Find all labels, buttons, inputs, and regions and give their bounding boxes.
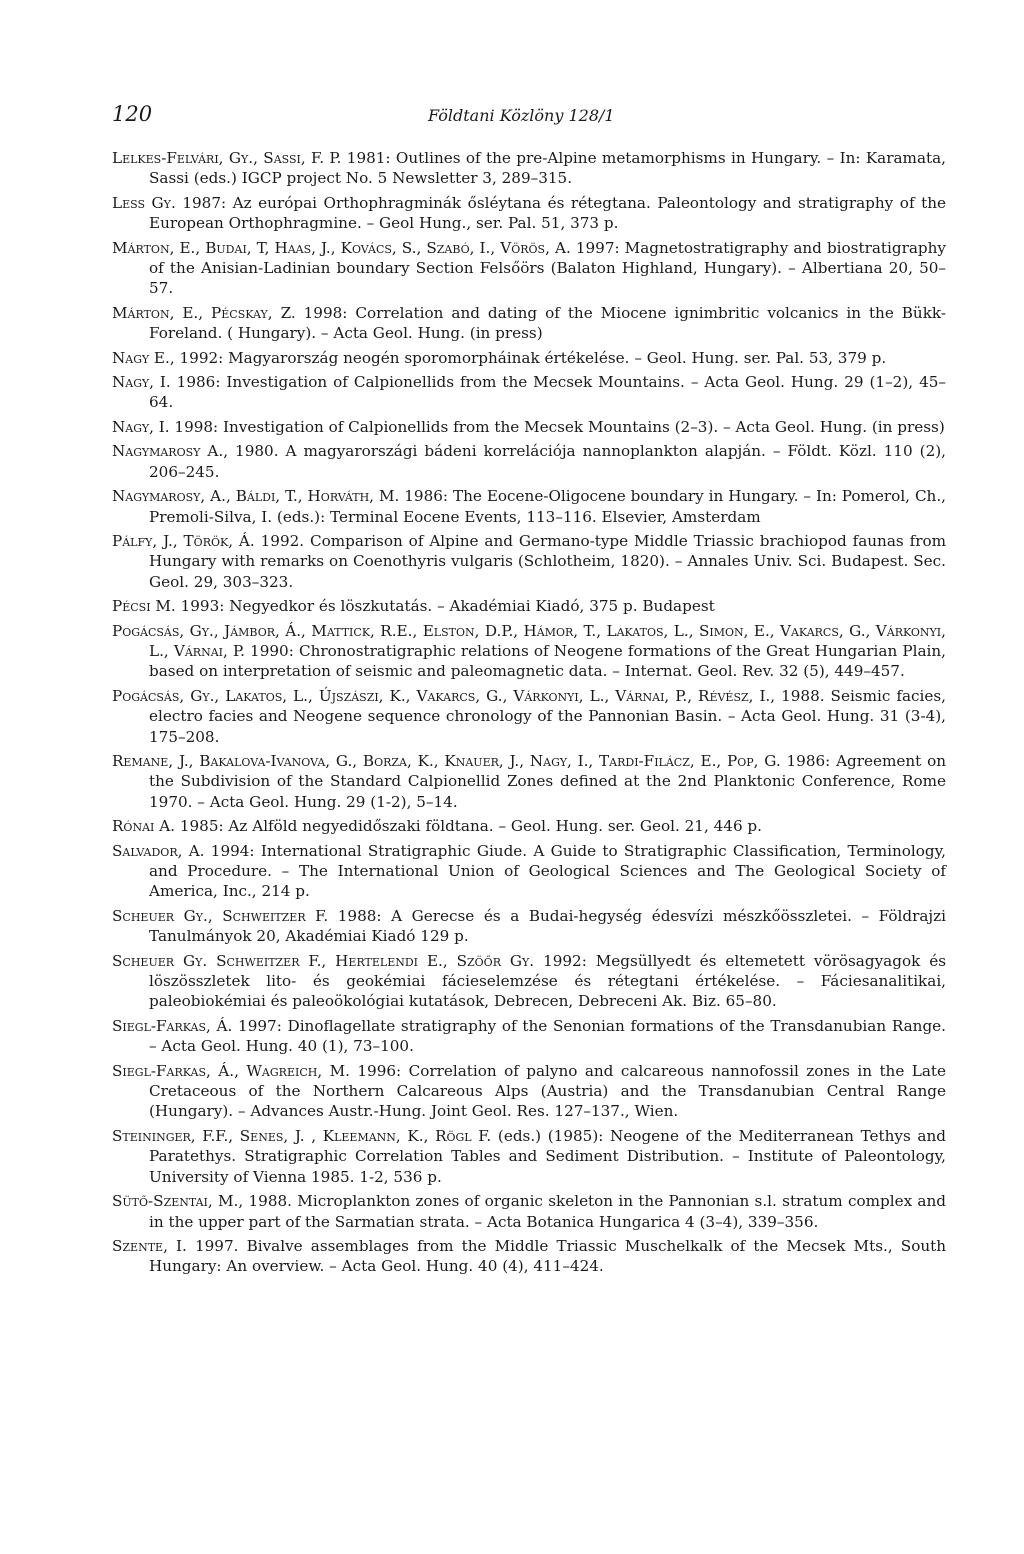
page-number: 120 <box>112 102 153 126</box>
reference-authors: Remane, J., Bakalova-Ivanova, G., Borza, K., Knauer, J., Nagy, I., Tardi-Filácz, E., Pop, G. <box>112 751 781 770</box>
reference-authors: Less Gy. <box>112 193 176 212</box>
reference-entry <box>112 303 946 344</box>
document-page <box>112 102 946 1281</box>
reference-authors: Siegl-Farkas, Á., Wagreich, M. <box>112 1061 350 1080</box>
reference-authors: Nagy, I. <box>112 373 171 392</box>
reference-text: 1992: Megsüllyedt és eltemetett vörösagyagok és löszösszletek lito- és geokémiai fácieselemzése és rétegtani értékelése. – Fáciesanalitikai, paleobiokémiai és paleoökológiai kutatások, Debrecen, Debreceni Ak. Biz. 65–80. <box>149 951 946 1011</box>
reference-entry <box>112 841 946 902</box>
reference-entry <box>112 348 946 368</box>
reference-text: 1993: Negyedkor és löszkutatás. – Akadémiai Kiadó, 375 p. Budapest <box>175 597 715 616</box>
reference-text: 1980. A magyarországi bádeni korrelációja nannoplankton alapján. – Földt. Közl. 110 (2), 206–245. <box>149 442 946 481</box>
reference-text: 1997. Bivalve assemblages from the Middle Triassic Muschelkalk of the Mecsek Mts., South Hungary: An overview. – Acta Geol. Hung. 40 (4), 411–424. <box>149 1236 947 1276</box>
reference-entry <box>112 596 946 616</box>
reference-text: 1986: The Eocene-Oligocene boundary in Hungary. – In: Pomerol, Ch., Premoli-Silva, I. (eds.): Terminal Eocene Events, 113–116. Elsevier, Amsterdam <box>149 487 946 526</box>
reference-entry <box>112 148 946 189</box>
reference-text: 1985: Az Alföld negyedidőszaki földtana. – Geol. Hung. ser. Geol. 21, 446 p. <box>175 817 762 836</box>
reference-entry <box>112 238 946 299</box>
reference-entry <box>112 1236 946 1277</box>
reference-authors: Márton, E., Budai, T, Haas, J., Kovács, S., Szabó, I., Vörös, A. <box>112 238 571 257</box>
reference-text: 1994: International Stratigraphic Giude. A Guide to Stratigraphic Classification, Terminology, and Procedure. – The International Union of Geological Sciences and The Geological Society of America, Inc., 214 p. <box>149 841 947 901</box>
reference-entry <box>112 372 946 413</box>
reference-authors: Márton, E., Pécskay, Z. <box>112 303 296 322</box>
reference-text: 1986: Agreement on the Subdivision of the Standard Calpionellid Zones defined at the 2nd Planktonic Conference, Rome 1970. – Acta Geol. Hung. 29 (1-2), 5–14. <box>149 751 946 811</box>
reference-text: 1997: Magnetostratigraphy and biostratigraphy of the Anisian-Ladinian boundary Section Felsőörs (Balaton Highland, Hungary). – Albertiana 20, 50–57. <box>149 238 946 298</box>
reference-text: 1998: Correlation and dating of the Miocene ignimbritic volcanics in the Bükk-Foreland. ( Hungary). – Acta Geol. Hung. (in press) <box>149 303 946 343</box>
reference-text: 1987: Az európai Orthophragminák ősléytana és rétegtana. Paleontology and stratigraphy of the European Orthophragmine. – Geol Hung., ser. Pal. 51, 373 p. <box>149 193 946 233</box>
reference-authors: Nagy E., <box>112 348 175 367</box>
reference-authors: Salvador, A. <box>112 841 205 860</box>
reference-entry <box>112 531 946 592</box>
reference-authors: Pécsi M. <box>112 597 176 616</box>
reference-entry <box>112 486 946 527</box>
reference-text: 1981: Outlines of the pre-Alpine metamorphisms in Hungary. – In: Karamata, Sassi (eds.) IGCP project No. 5 Newsletter 3, 289–315. <box>149 149 946 188</box>
reference-entry <box>112 621 946 682</box>
reference-authors: Pálfy, J., Török, Á. <box>112 531 255 550</box>
reference-authors: Sütő-Szentai, M., <box>112 1192 244 1211</box>
reference-authors: Rónai A. <box>112 817 175 836</box>
reference-text: 1997: Dinoflagellate stratigraphy of the Senonian formations of the Transdanubian Range. – Acta Geol. Hung. 40 (1), 73–100. <box>149 1016 946 1056</box>
reference-entry <box>112 1191 946 1232</box>
reference-list <box>112 148 946 1277</box>
reference-authors: Szente, I. <box>112 1236 187 1255</box>
reference-authors: Scheuer Gy., Schweitzer F. <box>112 906 329 925</box>
reference-entry <box>112 441 946 482</box>
reference-text: 1998: Investigation of Calpionellids from the Mecsek Mountains (2–3). – Acta Geol. Hung. (in press) <box>169 417 945 436</box>
reference-entry <box>112 686 946 747</box>
reference-text: (eds.) (1985): Neogene of the Mediterranean Tethys and Paratethys. Stratigraphic Correlation Tables and Sediment Distribution. – Institute of Paleontology, University of Vienna 1985. 1-2, 536 p. <box>149 1126 946 1186</box>
reference-text: 1986: Investigation of Calpionellids from the Mecsek Mountains. – Acta Geol. Hung. 29 (1–2), 45–64. <box>149 373 946 412</box>
reference-authors: Nagy, I. <box>112 417 170 436</box>
reference-authors: Steininger, F.F., Senes, J. , Kleemann, K., Rögl F. <box>112 1126 492 1145</box>
reference-entry <box>112 1016 946 1057</box>
reference-entry <box>112 751 946 812</box>
reference-text: 1990: Chronostratigraphic relations of Neogene formations of the Great Hungarian Plain, based on interpretation of seismic and paleomagnetic data. – Internat. Geol. Rev. 32 (5), 449–457. <box>149 641 946 681</box>
reference-authors: Nagymarosy, A., Báldi, T., Horváth, M. <box>112 487 400 506</box>
reference-entry <box>112 1126 946 1187</box>
reference-entry <box>112 906 946 947</box>
reference-text: 1988: A Gerecse és a Budai-hegység édesvízi mészkőösszletei. – Földrajzi Tanulmányok 20, Akadémiai Kiadó 129 p. <box>149 906 946 946</box>
reference-authors: Pogácsás, Gy., Jámbor, Á., Mattick, R.E., Elston, D.P., Hámor, T., Lakatos, L., Simon, E., Vakarcs, G., Várkonyi, L., Várnai, P. <box>112 621 946 660</box>
running-head <box>112 102 946 138</box>
reference-text: 1988. Microplankton zones of organic skeleton in the Pannonian s.l. stratum complex and in the upper part of the Sarmatian strata. – Acta Botanica Hungarica 4 (3–4), 339–356. <box>149 1192 946 1231</box>
reference-text: 1992: Magyarország neogén sporomorpháinak értékelése. – Geol. Hung. ser. Pal. 53, 379 p. <box>174 348 887 367</box>
reference-entry <box>112 193 946 234</box>
reference-entry <box>112 816 946 836</box>
reference-entry <box>112 1061 946 1122</box>
reference-authors: Nagymarosy A., <box>112 442 229 461</box>
reference-authors: Pogácsás, Gy., Lakatos, L., Újszászi, K., Vakarcs, G., Várkonyi, L., Várnai, P., Révész, I. <box>112 686 771 705</box>
reference-text: , 1988. Seismic facies, electro facies and Neogene sequence chronology of the Pannonian Basin. – Acta Geol. Hung. 31 (3-4), 175–208. <box>149 686 946 746</box>
reference-authors: Lelkes-Felvári, Gy., Sassi, F. P. <box>112 149 342 167</box>
reference-authors: Scheuer Gy. Schweitzer F., Hertelendi E., Szöőr Gy. <box>112 951 535 970</box>
reference-text: 1992. Comparison of Alpine and Germano-type Middle Triassic brachiopod faunas from Hungary with remarks on Coenothyris vulgaris (Schlotheim, 1820). – Annales Univ. Sci. Budapest. Sec. Geol. 29, 303–323. <box>149 531 946 591</box>
reference-text: 1996: Correlation of palyno and calcareous nannofossil zones in the Late Cretaceous of the Northern Calcareous Alps (Austria) and the Transdanubian Central Range (Hungary). – Advances Austr.-Hung. Joint Geol. Res. 127–137., Wien. <box>149 1061 946 1121</box>
reference-entry <box>112 951 946 1012</box>
reference-authors: Siegl-Farkas, Á. <box>112 1016 233 1035</box>
journal-title: Földtani Közlöny 128/1 <box>428 106 615 125</box>
reference-entry <box>112 417 946 437</box>
